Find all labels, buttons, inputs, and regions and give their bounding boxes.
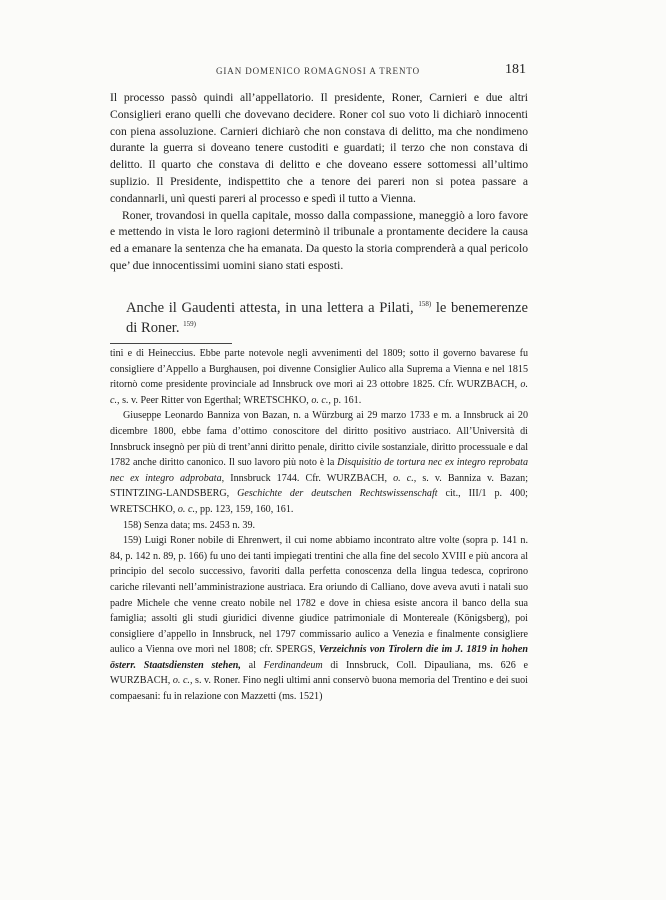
footnote-text: Geschichte der deutschen Rechtswissenschaft [237,488,438,500]
footnote-ref: 158) [418,300,432,309]
footnote-text: Disquisitio de tortura nec ex integro reprobata nec ex integro adprobata, [110,457,528,484]
footnote-continuation [110,346,528,408]
quote-line [126,298,528,338]
footnote-text: o. c., [311,394,331,406]
footnote-text: Ferdinandeum [263,659,323,671]
footnote-text: s. v. Roner. Fino negli ultimi anni conservò buona memoria del Trentino e dei suoi compaesani: fu in relazione con Mazzetti (ms. 1521) [110,675,528,703]
footnote-text: Verzeichnis von Tirolern die im J. 1819 in hohen österr. Staatsdiensten stehen, [110,644,528,671]
footnote-text: cit., III/1 p. 400; WRETSCHKO, [110,488,528,515]
page-number: 181 [505,62,526,77]
footnote-divider [110,343,232,344]
footnote-ref: 159) [183,320,197,329]
footnote-text: di Innsbruck, Coll. Dipauliana, ms. 626 e WURZBACH, [110,659,528,687]
footnote-text: Giuseppe Leonardo Banniza von Bazan, n. a Würzburg ai 29 marzo 1733 e m. a Innsbruck ai 20 dicembre 1800, ebbe fama d’ottimo conoscitore del diritto positivo austriaco. All’Università di Innsbruck insegnò per più di trent’anni diritto penale, diritto civile sostanziale, diritto processuale e dal 1782 anche diritto canonico. Il suo lavoro più noto è la [110,410,528,469]
footnote-banniza [110,408,528,517]
footnote-text: tini e di Heineccius. Ebbe parte notevole negli avvenimenti del 1809; sotto il governo bavarese fu consigliere d’Appello a Burghausen, poi divenne Consiglier Aulico alla Suprema a Vienna e nel 1815 ritornò come presidente provinciale ad Innsbruck ove morì ai 23 ottobre 1825. Cfr. WURZBACH, [110,348,528,391]
footnote-text: s. v. Banniza v. Bazan; STINTZING-LANDSBERG, [110,472,529,500]
footnote-text: o. c., [393,472,417,484]
footnote-text: o. c., [110,379,528,406]
footnote-text: o. c., [177,503,198,515]
body-paragraph: Roner, trovandosi in quella capitale, mosso dalla compassione, maneggiò a loro favore e mettendo in vista le loro ragioni determinò il tribunale a prontamente decidere la causa ed a emanare la sentenza che ha emanata. Da questo la storia comprenderà a qual pericolo que’ due innocentissimi uomini siano stati esposti. [110,208,528,272]
footnote-text: s. v. Peer Ritter von Egerthal; WRETSCHKO, [122,394,309,406]
footnote-text: p. 161. [333,394,362,406]
footnote-text: al [248,659,256,671]
footnote-text: Innsbruck 1744. Cfr. WURZBACH, [230,472,388,484]
footnotes [110,346,528,705]
quote-text: Anche il Gaudenti attesta, in una lettera a Pilati, [126,300,414,316]
footnote-159 [110,533,528,705]
quote-text: le benemerenze di Roner. [126,300,528,336]
footnote-text: 159) Luigi Roner nobile di Ehrenwert, il cui nome abbiamo incontrato altre volte (sopra p. 141 n. 84, p. 142 n. 89, p. 166) fu uno dei tanti impiegati trentini che alla fine del secolo XVIII e più ancora al principio del secolo successivo, favoriti dalla perfetta conoscenza della lingua tedesca, coprirono cariche rilevanti nell’amministrazione austriaca. Era oriundo di Calliano, dove aveva avuti i natali suo padre Michele che venne creato nobile nel 1782 e dove in chiesa esiste ancora il banco della sua famiglia; assolti gli studi giuridici divenne giudice patrimoniale di Montereale (Königsberg), poi consigliere d’appello in Innsbruck, nel 1797 commissario aulico a Venezia e finalmente consigliere aulico a Vienna ove morì nel 1808; cfr. SPERGS, [110,535,528,656]
running-head: GIAN DOMENICO ROMAGNOSI A TRENTO [216,66,420,76]
footnote-text: pp. 123, 159, 160, 161. [200,503,294,515]
footnote-text: o. c., [172,675,193,687]
body-paragraph: Il processo passò quindi all’appellatorio. Il presidente, Roner, Carnieri e due altri Consiglieri erano quelli che dovevano decidere. Roner col suo voto li dichiarò innocenti con piena assoluzione. Carnieri dichiarò che non constava di delitto, ma che nondimeno durante la guerra si doveano tenere custoditi e guardati; il terzo che non constava di delitto. Il quarto che constava di delitto e che doveano essere sottomessi all’ultimo suplizio. Il Presidente, indispettito che a tenore dei pareri non si potea passare a condannarli, unì questi pareri al processo e spedì il tutto a Vienna. [110,91,528,205]
footnote-158: 158) Senza data; ms. 2453 n. 39. [123,519,256,531]
body-text [110,90,528,275]
